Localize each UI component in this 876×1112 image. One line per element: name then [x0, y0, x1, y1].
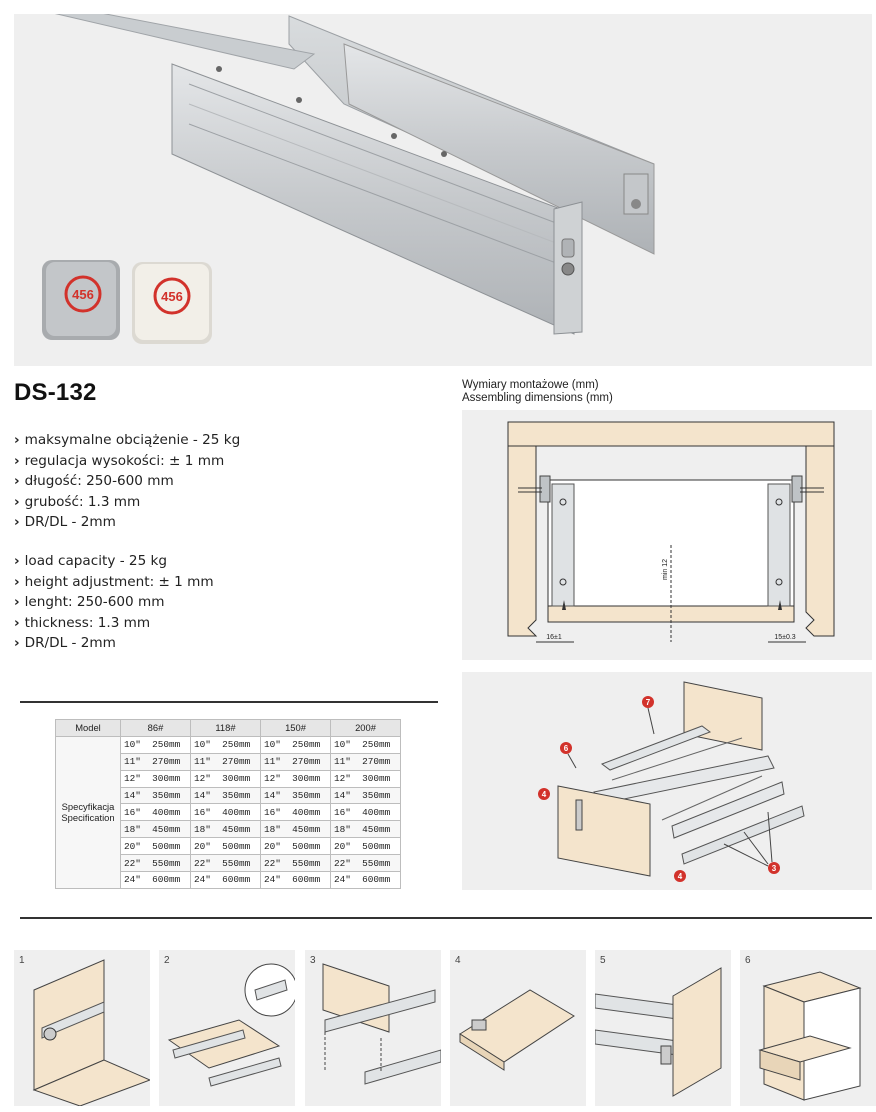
- table-cell: 20" 500mm: [331, 838, 401, 855]
- spec-item: › grubość: 1.3 mm: [14, 492, 240, 513]
- table-cell: 18" 450mm: [261, 821, 331, 838]
- table-cell: 22" 550mm: [331, 855, 401, 872]
- cabinet-section-diagram: [462, 410, 872, 660]
- table-cell: 12" 300mm: [121, 770, 191, 787]
- installation-step-6: [740, 950, 876, 1106]
- table-header-150: 150#: [261, 720, 331, 737]
- spec-item: › DR/DL - 2mm: [14, 512, 240, 533]
- installation-step-1: [14, 950, 150, 1106]
- section-divider: [20, 917, 872, 919]
- step-number: 1: [19, 955, 25, 966]
- spec-item: › lenght: 250-600 mm: [14, 592, 214, 613]
- table-cell: 20" 500mm: [261, 838, 331, 855]
- table-cell: 12" 300mm: [191, 770, 261, 787]
- dimension-left-label: 16±1: [546, 634, 562, 641]
- table-cell: 24" 600mm: [331, 872, 401, 889]
- table-cell: 16" 400mm: [191, 804, 261, 821]
- table-cell: 24" 600mm: [191, 872, 261, 889]
- model-title: DS-132: [14, 379, 97, 406]
- grey-end-cap: [42, 260, 120, 340]
- table-cell: 11" 270mm: [331, 753, 401, 770]
- table-cell: 24" 600mm: [261, 872, 331, 889]
- exploded-assembly-diagram: [462, 672, 872, 890]
- section-divider: [20, 701, 438, 703]
- svg-text:456: 456: [72, 287, 94, 302]
- table-header-200: 200#: [331, 720, 401, 737]
- step-number: 3: [310, 955, 316, 966]
- table-cell: 22" 550mm: [121, 855, 191, 872]
- callout-6: [560, 742, 576, 768]
- spec-item: › height adjustment: ± 1 mm: [14, 572, 214, 593]
- table-header-86: 86#: [121, 720, 191, 737]
- svg-text:4: 4: [541, 790, 547, 799]
- row-label: [56, 736, 121, 888]
- dimensions-title-pl: Wymiary montażowe (mm): [462, 379, 599, 391]
- table-cell: 16" 400mm: [261, 804, 331, 821]
- table-cell: 18" 450mm: [331, 821, 401, 838]
- drawer-slide-illustration: [14, 14, 872, 366]
- table-cell: 10" 250mm: [191, 736, 261, 753]
- table-cell: 16" 400mm: [331, 804, 401, 821]
- table-cell: 14" 350mm: [121, 787, 191, 804]
- table-cell: 18" 450mm: [121, 821, 191, 838]
- dimensions-drawing: [462, 410, 872, 660]
- dimension-min-label: min 12: [662, 558, 669, 580]
- dimensions-title-en: Assembling dimensions (mm): [462, 392, 613, 404]
- table-cell: 10" 250mm: [121, 736, 191, 753]
- white-end-cap: [132, 262, 212, 344]
- svg-text:3: 3: [771, 864, 777, 873]
- step-number: 2: [164, 955, 170, 966]
- installation-step-3: [305, 950, 441, 1106]
- row-label-pl: Specyfikacja: [61, 801, 115, 813]
- table-cell: 22" 550mm: [191, 855, 261, 872]
- spec-item: › DR/DL - 2mm: [14, 633, 214, 654]
- callout-4-left: [538, 788, 550, 800]
- installation-step-4: [450, 950, 586, 1106]
- table-row: [56, 736, 401, 753]
- installation-step-2: [159, 950, 295, 1106]
- table-header-model: Model: [56, 720, 121, 737]
- table-cell: 14" 350mm: [191, 787, 261, 804]
- spec-item: › długość: 250-600 mm: [14, 471, 240, 492]
- specs-list-en: [14, 551, 214, 654]
- table-cell: 12" 300mm: [331, 770, 401, 787]
- table-cell: 20" 500mm: [191, 838, 261, 855]
- table-cell: 11" 270mm: [191, 753, 261, 770]
- step-number: 5: [600, 955, 606, 966]
- row-label-en: Specification: [61, 812, 115, 824]
- spec-item: › load capacity - 25 kg: [14, 551, 214, 572]
- table-cell: 22" 550mm: [261, 855, 331, 872]
- spec-item: › maksymalne obciążenie - 25 kg: [14, 430, 240, 451]
- table-cell: 10" 250mm: [331, 736, 401, 753]
- exploded-view: [462, 672, 872, 890]
- svg-text:6: 6: [563, 744, 569, 753]
- table-cell: 12" 300mm: [261, 770, 331, 787]
- table-cell: 14" 350mm: [331, 787, 401, 804]
- svg-text:7: 7: [645, 698, 651, 707]
- product-photo: [14, 14, 872, 366]
- table-header-row: [56, 720, 401, 737]
- installation-step-5: [595, 950, 731, 1106]
- table-header-118: 118#: [191, 720, 261, 737]
- spec-item: › thickness: 1.3 mm: [14, 613, 214, 634]
- table-cell: 16" 400mm: [121, 804, 191, 821]
- table-cell: 11" 270mm: [261, 753, 331, 770]
- dimension-right-label: 15±0.3: [774, 634, 796, 641]
- dimensions-title: [462, 379, 613, 405]
- table-cell: 10" 250mm: [261, 736, 331, 753]
- table-cell: 20" 500mm: [121, 838, 191, 855]
- svg-text:456: 456: [161, 289, 183, 304]
- callout-7: [642, 696, 654, 734]
- specs-list-pl: [14, 430, 240, 533]
- specification-table: [55, 719, 401, 889]
- spec-item: › regulacja wysokości: ± 1 mm: [14, 451, 240, 472]
- step-number: 6: [745, 955, 751, 966]
- table-cell: 18" 450mm: [191, 821, 261, 838]
- table-cell: 24" 600mm: [121, 872, 191, 889]
- svg-text:4: 4: [677, 872, 683, 881]
- table-cell: 14" 350mm: [261, 787, 331, 804]
- step-number: 4: [455, 955, 461, 966]
- callout-4-right: [674, 870, 686, 882]
- table-cell: 11" 270mm: [121, 753, 191, 770]
